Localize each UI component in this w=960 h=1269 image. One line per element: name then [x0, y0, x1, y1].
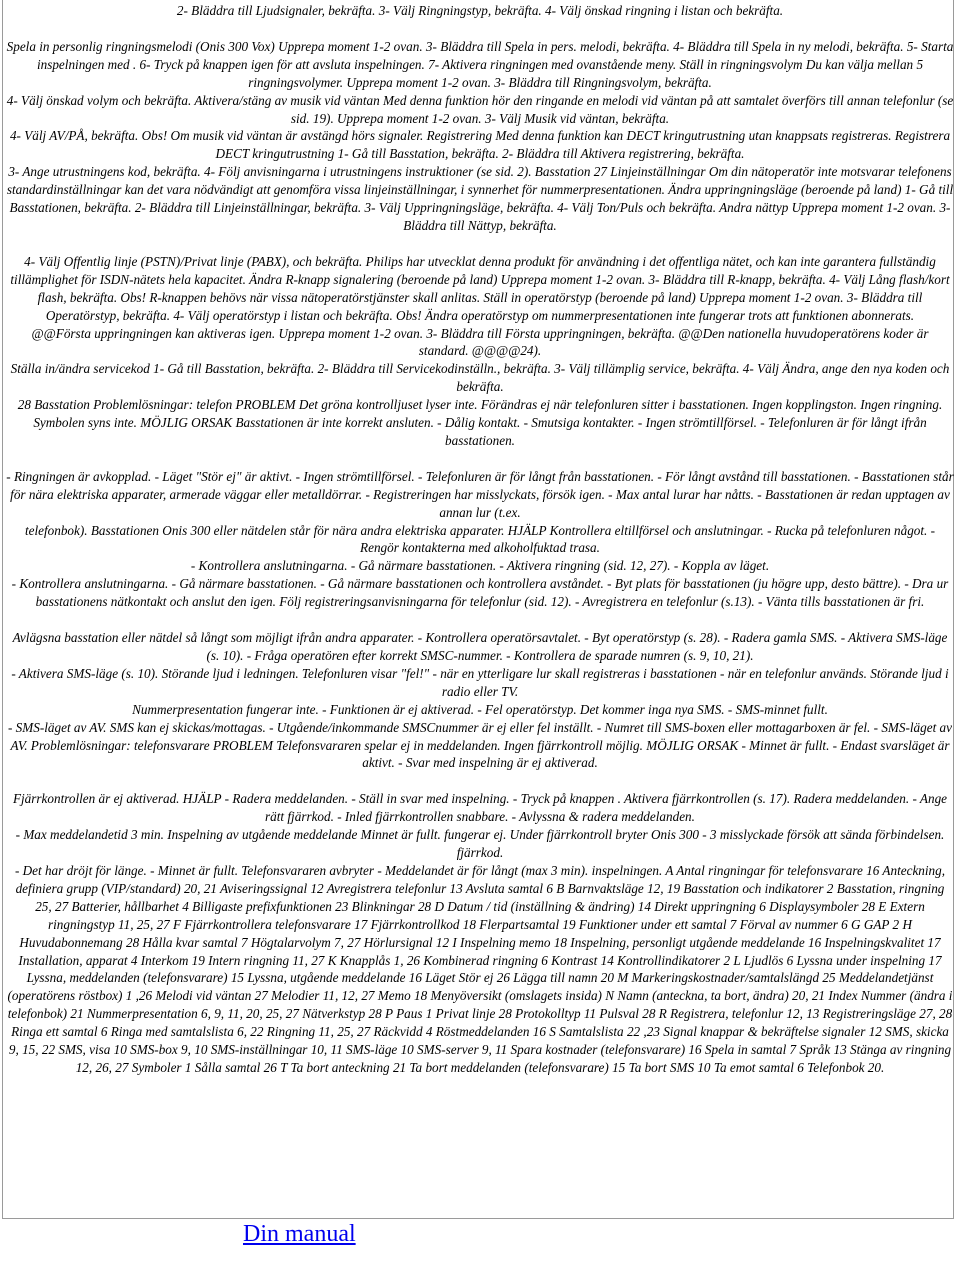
paragraph-3: 4- Välj önskad volym och bekräfta. Aktivera/stäng av musik vid väntan Med denna funktion hör den ringande en melodi vid väntan på att samtalet överförs till annan telefonlur (se sid. 19). Upprepa moment 1-2 ovan. 3- Välj Musik vid väntan, bekräfta.	[6, 92, 954, 126]
paragraph-11: telefonbok). Basstationen Onis 300 eller nätdelen står för nära andra elektriska apparater. HJÄLP Kontrollera eltillförsel och anslutningar. - Rucka på telefonluren något. - Rengör kontakterna med alkoholfuktad trasa.	[24, 522, 936, 556]
paragraph-12: - Kontrollera anslutningarna. - Gå närmare basstationen. - Aktivera ringning (sid. 12, 27). - Koppla av läget.	[190, 558, 770, 574]
spacer	[6, 450, 954, 468]
paragraph-10: - Ringningen är avkopplad. - Läget "Stör ej" är aktivt. - Ingen strömtillförsel. - Telefonluren är för långt från basstationen. - För långt avstånd till basstationen. - Basstationen står för nära elektriska apparater, armerade väggar eller metalldörrar. - Registreringen har misslyckats, försök igen. - Max antal lurar har nåtts. - Basstationen är redan upptagen av annan lur (t.ex.	[6, 468, 954, 520]
paragraph-1: 2- Bläddra till Ljudsignaler, bekräfta. 3- Välj Ringningstyp, bekräfta. 4- Välj önskad ringning i listan och bekräfta.	[176, 3, 784, 18]
paragraph-19: - Max meddelandetid 3 min. Inspelning av utgående meddelande Minnet är fullt. fungerar ej. Under fjärrkontroll bryter Onis 300 - 3 misslyckade försök att sända förbindelsen. fjärrkod.	[15, 827, 945, 861]
spacer	[6, 772, 954, 790]
paragraph-18: Fjärrkontrollen är ej aktiverad. HJÄLP - Radera meddelanden. - Ställ in svar med inspelning. - Tryck på knappen . Aktivera fjärrkontrollen (s. 17). Radera meddelanden. - Ange rätt fjärrkod. - Inled fjärrkontrollen snabbare. - Avlyssna & radera meddelanden.	[12, 791, 948, 825]
spacer	[6, 235, 954, 253]
spacer	[6, 20, 954, 38]
paragraph-6: 4- Välj Offentlig linje (PSTN)/Privat linje (PABX), och bekräfta. Philips har utvecklat denna produkt för användning i det offentliga nätet, och kan inte garantera fullständig tillämplighet för ISDN-nätets hela kapacitet. Ändra R-knapp signalering (beroende på land) Upprepa moment 1-2 ovan. 3- Bläddra till R-knapp, bekräfta. 4- Välj Lång flash/kort flash, bekräfta. Obs! R-knappen behövs när vissa nätoperatörstjänster skall anlitas. Ställ in operatörstyp (beroende på land) Upprepa moment 1-2 ovan. 3- Bläddra till Operatörstyp, bekräfta. 4- Välj operatörstyp i listan och bekräfta. Obs! Ändra operatörstyp om nummerpresentationen inte fungerar trots att funktionen abonnerats.	[10, 253, 950, 323]
spacer	[6, 611, 954, 629]
paragraph-7: @@Första uppringningen kan aktiveras igen. Upprepa moment 1-2 ovan. 3- Bläddra till Första uppringningen, bekräfta. @@Den nationella huvudoperatörens koder är standard. @@@@24).	[31, 325, 929, 359]
paragraph-8: Ställa in/ändra servicekod 1- Gå till Basstation, bekräfta. 2- Bläddra till Servicekodinställn., bekräfta. 3- Välj tillämplig service, bekräfta. 4- Välj Ändra, ange den nya koden och bekräfta.	[10, 361, 950, 395]
manual-text-body	[6, 2, 954, 1077]
paragraph-14: Avlägsna basstation eller nätdel så långt som möjligt ifrån andra apparater. - Kontrollera operatörsavtalet. - Byt operatörstyp (s. 28). - Radera gamla SMS. - Aktivera SMS-läge (s. 10). - Fråga operatören efter korrekt SMSC-nummer. - Kontrollera de sparade numren (s. 9, 10, 21).	[12, 630, 948, 663]
paragraph-5: 3- Ange utrustningens kod, bekräfta. 4- Följ anvisningarna i utrustningens instruktioner (se sid. 2). Basstation 27 Linjeinställningar Om din nätoperatör inte motsvarar telefonens standardinställningar kan det vara nödvändigt att genomföra vissa linjeinställningar, i synnerhet för nummerpresentationen. Ändra uppringningsläge (beroende på land) 1- Gå till Basstationen, bekräfta. 2- Bläddra till Linjeinställningar, bekräfta. 3- Välj Uppringningsläge, bekräfta. 4- Välj Ton/Puls och bekräfta. Andra nättyp Upprepa moment 1-2 ovan. 3- Bläddra till Nättyp, bekräfta.	[6, 164, 954, 233]
paragraph-17: - SMS-läget av AV. SMS kan ej skickas/mottagas. - Utgående/inkommande SMSCnummer är ej eller fel inställt. - Numret till SMS-boxen eller mottagarboxen är fel. - SMS-läget av AV. Problemlösningar: telefonsvarare PROBLEM Telefonsvararen spelar ej in meddelanden. Ingen fjärrkontroll möjlig. MÖJLIG ORSAK - Minnet är fullt. - Endast svarsläget är aktivt. - Svar med inspelning är ej aktiverad.	[7, 719, 953, 771]
paragraph-15: - Aktivera SMS-läge (s. 10). Störande ljud i ledningen. Telefonluren visar "fel!" - när en ytterligare lur skall registreras i basstationen - när en telefonlur används. Störande ljud i radio eller TV.	[11, 665, 949, 699]
paragraph-16: Nummerpresentation fungerar inte. - Funktionen är ej aktiverad. - Fel operatörstyp. Det kommer inga nya SMS. - SMS-minnet fullt.	[132, 701, 828, 717]
din-manual-link[interactable]: Din manual	[243, 1221, 356, 1247]
paragraph-4: 4- Välj AV/PÅ, bekräfta. Obs! Om musik vid väntan är avstängd hörs signaler. Registrering Med denna funktion kan DECT kringutrustning utan knappsats registreras. Registrera DECT kringutrustning 1- Gå till Basstation, bekräfta. 2- Bläddra till Aktivera registrering, bekräfta.	[9, 128, 951, 162]
paragraph-2: Spela in personlig ringningsmelodi (Onis 300 Vox) Upprepa moment 1-2 ovan. 3- Bläddra till Spela in pers. melodi, bekräfta. 4- Bläddra till Spela in ny melodi, bekräfta. 5- Starta inspelningen med . 6- Tryck på knappen igen för att avsluta inspelningen. 7- Aktivera ringningen med ovanstående meny. Ställ in ringningsvolym Du kan välja mellan 5 ringningsvolymer. Upprepa moment 1-2 ovan. 3- Bläddra till Ringningsvolym, bekräfta.	[6, 38, 954, 90]
paragraph-20: - Det har dröjt för länge. - Minnet är fullt. Telefonsvararen avbryter - Meddelandet är för långt (max 3 min). inspelningen. A Antal ringningar för telefonsvarare 16 Anteckning, definiera grupp (VIP/standard) 20, 21 Aviseringssignal 12 Avregistrera telefonlur 13 Avsluta samtal 6 B Barnvaktsläge 12, 19 Basstation och indikatorer 2 Basstation, ringning 25, 27 Batterier, hållbarhet 4 Billigaste prefixfunktionen 23 Blinkningar 28 D Datum / tid (inställning & ändring) 14 Direkt uppringning 6 Displaysymboler 28 E Extern ringningstyp 11, 25, 27 F Fjärrkontrollera telefonsvarare 17 Fjärrkontrollkod 18 Flerpartsamtal 19 Funktioner under ett samtal 7 Förval av nummer 6 G GAP 2 H Huvudabonnemang 28 Hålla kvar samtal 7 Högtalarvolym 7, 27 Hörlursignal 12 I Inspelning memo 18 Inspelning, personligt utgående meddelande 16 Inspelningskvalitet 17 Installation, apparat 4 Interkom 19 Intern ringning 11, 27 K Knapplås 1, 26 Kombinerad ringning 6 Kontrast 14 Kontrollindikatorer 2 L Ljudlös 6 Lyssna under inspelning 17 Lyssna, meddelanden (telefonsvarare) 15 Lyssna, utgående meddelande 16 Läget Stör ej 26 Lägga till namn 20 M Markeringskostnader/samtalslängd 25 Meddelandetjänst (operatörens röstbox) 1 ,26 Melodi vid väntan 27 Melodier 11, 12, 27 Memo 18 Menyöversikt (omslagets insida) N Namn (anteckna, ta bort, ändra) 20, 21 Index Nummer (ändra i telefonbok) 21 Nummerpresentation 6, 9, 11, 20, 25, 27 Nätverkstyp 28 P Paus 1 Privat linje 28 Protokolltyp 11 Pulsval 28 R Registrera, telefonlur 12, 13 Registreringsläge 27, 28 Ringa ett samtal 6 Ringa med samtalslista 6, 22 Ringning 11, 25, 27 Räckvidd 4 Röstmeddelanden 16 S Samtalslista 22 ,23 Signal knappar & bekräftelse signaler 12 SMS, skicka 9, 15, 22 SMS, visa 10 SMS-box 9, 10 SMS-inställningar 10, 11 SMS-läge 10 SMS-server 9, 11 Spara kostnader (telefonsvarare) 16 Spela in samtal 7 Språk 13 Stänga av ringning 12, 26, 27 Symboler 1 Sålla samtal 26 T Ta bort anteckning 21 Ta bort meddelanden (telefonsvarare) 15 Ta bort SMS 10 Ta emot samtal 6 Telefonbok 20.	[7, 862, 953, 1075]
paragraph-9: 28 Basstation Problemlösningar: telefon PROBLEM Det gröna kontrolljuset lyser inte. Förändras ej när telefonluren sitter i basstationen. Ingen kopplingston. Ingen ringning. Symbolen syns inte. MÖJLIG ORSAK Basstationen är inte korrekt ansluten. - Dålig kontakt. - Smutsiga kontakter. - Ingen strömtillförsel. - Telefonluren är för långt ifrån basstationen.	[17, 397, 943, 448]
paragraph-13: - Kontrollera anslutningarna. - Gå närmare basstationen. - Gå närmare basstationen och kontrollera avståndet. - Byt plats för basstationen (ju högre upp, desto bättre). - Dra ur basstationens nätkontakt och anslut den igen. Följ registreringsanvisningarna för telefonlur (sid. 12). - Avregistrera en telefonlur (s.13). - Vänta tills basstationen är fri.	[11, 576, 949, 610]
